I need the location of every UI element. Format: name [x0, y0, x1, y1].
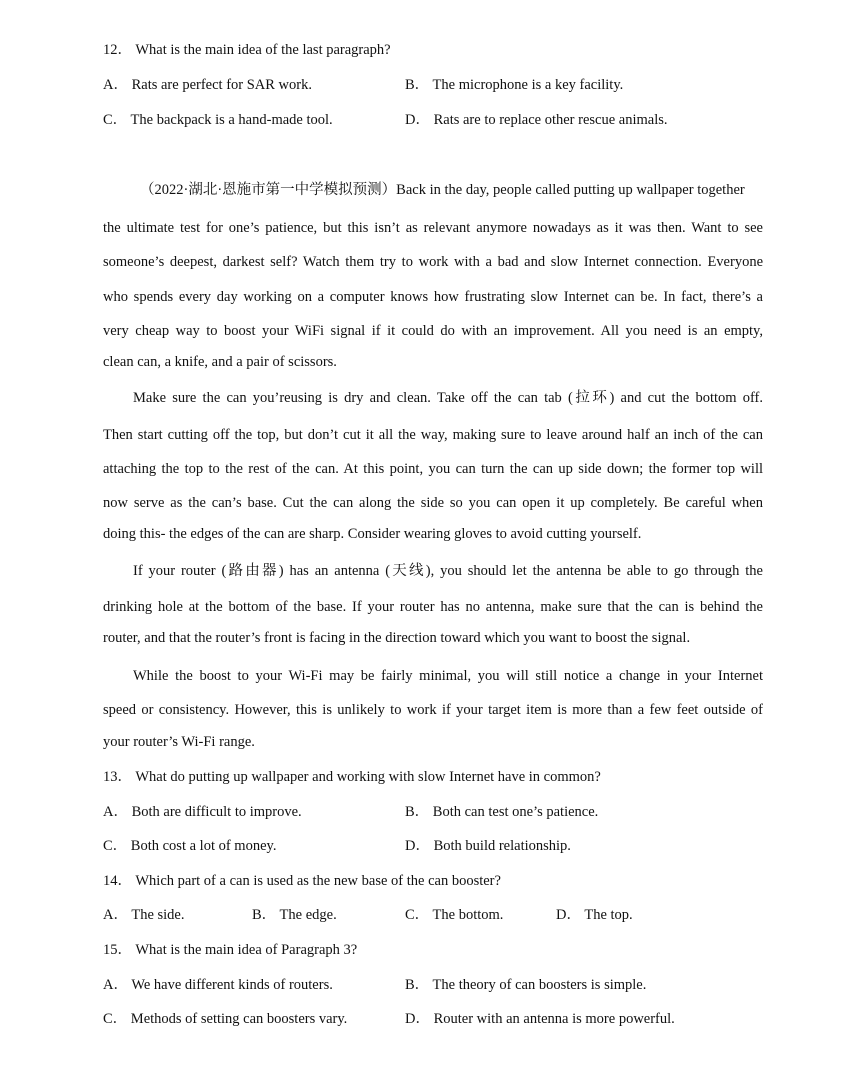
question-12-option-a: A． Rats are perfect for SAR work. — [103, 77, 312, 93]
passage-line: your router’s Wi-Fi range. — [103, 734, 255, 750]
question-14-stem: 14． Which part of a can is used as the new base of the can booster? — [103, 873, 501, 889]
passage-line: drinking hole at the bottom of the base. If your router has no antenna, make sure that the can is behind the — [103, 599, 763, 615]
question-15-stem: 15． What is the main idea of Paragraph 3? — [103, 942, 358, 958]
question-13-option-a: A． Both are difficult to improve. — [103, 804, 302, 820]
question-15-option-a: A． We have different kinds of routers. — [103, 977, 333, 993]
question-15-option-b: B． The theory of can boosters is simple. — [405, 977, 647, 993]
question-13-stem: 13． What do putting up wallpaper and working with slow Internet have in common? — [103, 769, 601, 785]
passage-line: speed or consistency. However, this is unlikely to work if your target item is more than a few feet outside of — [103, 702, 763, 718]
question-12-option-c: C． The backpack is a hand-made tool. — [103, 112, 333, 128]
passage-line: If your router (路由器) has an antenna (天线), you should let the antenna be able to go through the — [133, 563, 763, 579]
passage-line: doing this- the edges of the can are sharp. Consider wearing gloves to avoid cutting yourself. — [103, 526, 642, 542]
question-14-option-a: A． The side. — [103, 907, 185, 923]
passage-line: now serve as the can’s base. Cut the can along the side so you can open it up completely. Be careful when — [103, 495, 763, 511]
question-12-option-b: B． The microphone is a key facility. — [405, 77, 624, 93]
question-14-option-c: C． The bottom. — [405, 907, 504, 923]
question-13-option-b: B． Both can test one’s patience. — [405, 804, 599, 820]
passage-line: very cheap way to boost your WiFi signal if it could do with an improvement. All you need is an empty, — [103, 323, 763, 339]
passage-line: the ultimate test for one’s patience, but this isn’t as relevant anymore nowadays as it was then. Want to see — [103, 220, 763, 236]
question-13-option-c: C． Both cost a lot of money. — [103, 838, 277, 854]
question-15-option-d: D． Router with an antenna is more powerful. — [405, 1011, 675, 1027]
passage-line: someone’s deepest, darkest self? Watch them try to work with a bad and slow Internet connection. Everyone — [103, 254, 763, 270]
passage-line: who spends every day working on a computer knows how frustrating slow Internet can be. In fact, there’s a — [103, 289, 763, 305]
question-12-stem: 12． What is the main idea of the last paragraph? — [103, 42, 391, 58]
passage-line: router, and that the router’s front is facing in the direction toward which you want to boost the signal. — [103, 630, 691, 646]
question-14-option-d: D． The top. — [556, 907, 633, 923]
passage-line: attaching the top to the rest of the can. At this point, you can turn the can up side down; the former top will — [103, 461, 763, 477]
passage-line: Then start cutting off the top, but don’t cut it all the way, making sure to leave around half an inch of the can — [103, 427, 763, 443]
question-13-option-d: D． Both build relationship. — [405, 838, 571, 854]
passage-line: While the boost to your Wi-Fi may be fairly minimal, you will still notice a change in your Internet — [133, 668, 763, 684]
question-15-option-c: C． Methods of setting can boosters vary. — [103, 1011, 348, 1027]
passage-line: （2022·湖北·恩施市第一中学模拟预测）Back in the day, people called putting up wallpaper together — [140, 182, 745, 198]
passage-line: clean can, a knife, and a pair of scissors. — [103, 354, 337, 370]
question-14-option-b: B． The edge. — [252, 907, 337, 923]
passage-line: Make sure the can you’reusing is dry and clean. Take off the can tab (拉环) and cut the bottom off. — [133, 390, 763, 406]
question-12-option-d: D． Rats are to replace other rescue animals. — [405, 112, 668, 128]
